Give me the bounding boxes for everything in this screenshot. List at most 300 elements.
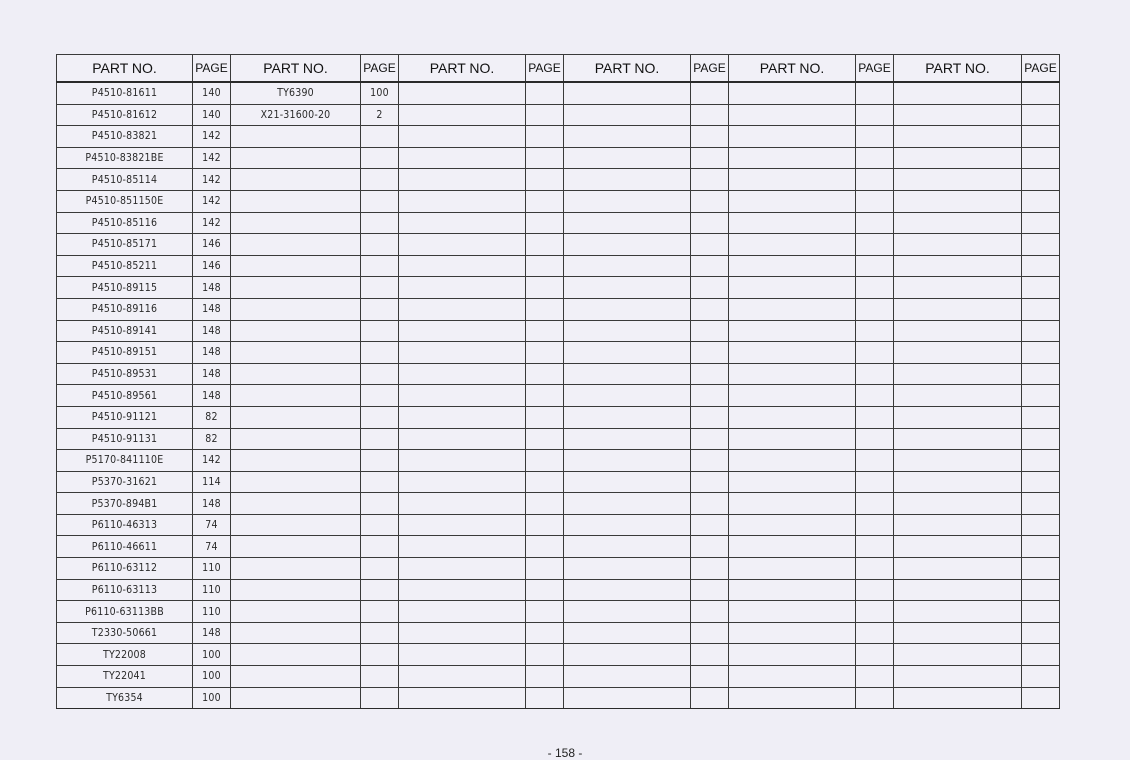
- part-number-cell: [729, 255, 856, 277]
- table-row: [57, 169, 1060, 191]
- page-reference-cell: [526, 514, 564, 536]
- page-header: PAGE: [1022, 55, 1060, 83]
- page-reference-cell: [361, 147, 399, 169]
- table-row: [57, 536, 1060, 558]
- part-number-cell: [729, 320, 856, 342]
- part-number-cell: [894, 406, 1022, 428]
- part-number-cell: [231, 601, 361, 623]
- page-reference-cell: [1022, 169, 1060, 191]
- part-number-cell: P4510-89561: [57, 385, 193, 407]
- part-number-cell: [894, 255, 1022, 277]
- part-number-cell: X21-31600-20: [231, 104, 361, 126]
- page-reference-cell: [526, 471, 564, 493]
- page-reference-cell: [1022, 277, 1060, 299]
- part-number-cell: [399, 277, 526, 299]
- part-number-cell: P4510-89531: [57, 363, 193, 385]
- part-number-cell: [399, 450, 526, 472]
- table-row: [57, 363, 1060, 385]
- page-reference-cell: 100: [193, 666, 231, 688]
- page-reference-cell: [526, 82, 564, 104]
- page-reference-cell: [526, 255, 564, 277]
- page-reference-cell: [361, 406, 399, 428]
- part-number-cell: [564, 147, 691, 169]
- part-number-cell: P5370-894B1: [57, 493, 193, 515]
- page-reference-cell: [526, 363, 564, 385]
- page-reference-cell: 148: [193, 493, 231, 515]
- page-reference-cell: [361, 622, 399, 644]
- part-number-cell: [894, 126, 1022, 148]
- page-reference-cell: [526, 428, 564, 450]
- page-reference-cell: [691, 471, 729, 493]
- page-reference-cell: 146: [193, 234, 231, 256]
- page-reference-cell: [856, 514, 894, 536]
- page-reference-cell: [361, 428, 399, 450]
- part-number-cell: [564, 622, 691, 644]
- part-number-cell: P6110-46611: [57, 536, 193, 558]
- part-number-cell: [894, 687, 1022, 709]
- part-number-cell: P5170-841110E: [57, 450, 193, 472]
- part-number-cell: [399, 666, 526, 688]
- part-number-cell: [231, 622, 361, 644]
- page-reference-cell: [691, 277, 729, 299]
- part-number-cell: [399, 320, 526, 342]
- table-row: [57, 579, 1060, 601]
- part-number-cell: [729, 234, 856, 256]
- page-reference-cell: [1022, 342, 1060, 364]
- table-header-row: [57, 55, 1060, 83]
- page-reference-cell: [691, 82, 729, 104]
- part-number-cell: [894, 82, 1022, 104]
- part-number-cell: [894, 147, 1022, 169]
- part-number-cell: [729, 363, 856, 385]
- page-reference-cell: [1022, 255, 1060, 277]
- page-reference-cell: 140: [193, 104, 231, 126]
- page-reference-cell: [856, 493, 894, 515]
- part-number-cell: [399, 536, 526, 558]
- page-reference-cell: [1022, 579, 1060, 601]
- part-number-cell: T2330-50661: [57, 622, 193, 644]
- part-number-cell: [564, 320, 691, 342]
- page-reference-cell: [361, 126, 399, 148]
- page-reference-cell: [361, 255, 399, 277]
- part-number-cell: P4510-89141: [57, 320, 193, 342]
- part-number-cell: P4510-89115: [57, 277, 193, 299]
- page-number: - 158 -: [547, 746, 583, 760]
- part-number-cell: [231, 558, 361, 580]
- page-reference-cell: [856, 536, 894, 558]
- page-reference-cell: [856, 687, 894, 709]
- page-header: PAGE: [691, 55, 729, 83]
- part-number-cell: [399, 255, 526, 277]
- page-reference-cell: [856, 82, 894, 104]
- page-reference-cell: 110: [193, 601, 231, 623]
- page-reference-cell: [691, 190, 729, 212]
- part-no-header: PART NO.: [564, 55, 691, 83]
- page-reference-cell: [526, 190, 564, 212]
- page-reference-cell: [361, 450, 399, 472]
- page-reference-cell: [361, 666, 399, 688]
- part-number-cell: [894, 169, 1022, 191]
- table-row: [57, 212, 1060, 234]
- table-row: [57, 406, 1060, 428]
- part-number-cell: [729, 428, 856, 450]
- page-reference-cell: [856, 471, 894, 493]
- part-number-cell: [564, 558, 691, 580]
- page-reference-cell: 148: [193, 342, 231, 364]
- part-number-cell: [399, 147, 526, 169]
- table-row: [57, 82, 1060, 104]
- page-reference-cell: [691, 406, 729, 428]
- page-reference-cell: [1022, 450, 1060, 472]
- page-reference-cell: 110: [193, 558, 231, 580]
- part-number-cell: [231, 212, 361, 234]
- page-reference-cell: [526, 342, 564, 364]
- page-reference-cell: [526, 450, 564, 472]
- part-number-cell: P4510-91131: [57, 428, 193, 450]
- page-reference-cell: [691, 126, 729, 148]
- page-reference-cell: [526, 126, 564, 148]
- page-reference-cell: [1022, 82, 1060, 104]
- part-number-cell: [231, 255, 361, 277]
- part-number-cell: [231, 277, 361, 299]
- part-number-cell: [564, 428, 691, 450]
- part-number-cell: [729, 687, 856, 709]
- part-number-cell: [564, 514, 691, 536]
- page-reference-cell: 100: [361, 82, 399, 104]
- part-number-cell: [564, 342, 691, 364]
- page-header: PAGE: [193, 55, 231, 83]
- page-reference-cell: [856, 320, 894, 342]
- page-reference-cell: 100: [193, 644, 231, 666]
- part-number-cell: [399, 471, 526, 493]
- part-number-cell: [564, 536, 691, 558]
- part-number-cell: [729, 190, 856, 212]
- table-row: [57, 147, 1060, 169]
- part-number-cell: P4510-85211: [57, 255, 193, 277]
- part-number-cell: [894, 190, 1022, 212]
- part-number-cell: [564, 82, 691, 104]
- part-number-cell: [564, 385, 691, 407]
- page-reference-cell: [361, 493, 399, 515]
- page-reference-cell: [691, 169, 729, 191]
- part-number-cell: [729, 622, 856, 644]
- page-reference-cell: [856, 406, 894, 428]
- part-number-cell: [231, 687, 361, 709]
- table-row: [57, 234, 1060, 256]
- part-number-cell: [399, 558, 526, 580]
- part-number-cell: [399, 385, 526, 407]
- part-number-cell: [894, 212, 1022, 234]
- page-reference-cell: [856, 558, 894, 580]
- page-reference-cell: 148: [193, 622, 231, 644]
- page-reference-cell: 148: [193, 277, 231, 299]
- part-number-cell: P4510-91121: [57, 406, 193, 428]
- part-number-cell: [729, 169, 856, 191]
- page-reference-cell: [691, 298, 729, 320]
- page-reference-cell: [361, 644, 399, 666]
- part-number-cell: [894, 644, 1022, 666]
- page-reference-cell: [691, 147, 729, 169]
- part-number-cell: [894, 428, 1022, 450]
- page-reference-cell: [361, 169, 399, 191]
- page-reference-cell: [691, 450, 729, 472]
- part-number-cell: [399, 428, 526, 450]
- part-number-cell: [564, 687, 691, 709]
- part-number-cell: [894, 363, 1022, 385]
- part-number-cell: [894, 493, 1022, 515]
- part-number-cell: [894, 536, 1022, 558]
- table-row: [57, 126, 1060, 148]
- part-number-cell: TY22008: [57, 644, 193, 666]
- part-number-cell: [231, 514, 361, 536]
- page-reference-cell: [1022, 493, 1060, 515]
- part-number-cell: P4510-89151: [57, 342, 193, 364]
- part-number-cell: [894, 471, 1022, 493]
- page-reference-cell: [856, 666, 894, 688]
- part-number-cell: [564, 277, 691, 299]
- page-reference-cell: [1022, 558, 1060, 580]
- page-reference-cell: [691, 342, 729, 364]
- page-reference-cell: [691, 644, 729, 666]
- part-number-cell: [231, 342, 361, 364]
- page-reference-cell: [361, 342, 399, 364]
- part-number-cell: [399, 298, 526, 320]
- page-reference-cell: 148: [193, 320, 231, 342]
- part-number-cell: [729, 514, 856, 536]
- page-reference-cell: 148: [193, 298, 231, 320]
- page-reference-cell: [1022, 536, 1060, 558]
- part-number-cell: [231, 147, 361, 169]
- page-reference-cell: [526, 277, 564, 299]
- part-number-cell: [231, 406, 361, 428]
- table-row: [57, 190, 1060, 212]
- part-number-cell: P4510-89116: [57, 298, 193, 320]
- page-reference-cell: [526, 212, 564, 234]
- part-number-cell: [894, 450, 1022, 472]
- part-number-cell: [729, 601, 856, 623]
- page-reference-cell: [1022, 147, 1060, 169]
- part-number-cell: P6110-63113BB: [57, 601, 193, 623]
- part-number-cell: TY22041: [57, 666, 193, 688]
- page-reference-cell: [526, 622, 564, 644]
- part-number-cell: [729, 450, 856, 472]
- part-number-cell: [564, 579, 691, 601]
- page-reference-cell: 140: [193, 82, 231, 104]
- part-number-cell: [729, 493, 856, 515]
- page-reference-cell: 148: [193, 363, 231, 385]
- part-number-cell: [399, 82, 526, 104]
- page-reference-cell: [856, 342, 894, 364]
- part-number-cell: P4510-83821BE: [57, 147, 193, 169]
- page-reference-cell: [526, 579, 564, 601]
- table-row: [57, 622, 1060, 644]
- part-no-header: PART NO.: [231, 55, 361, 83]
- part-number-cell: [729, 82, 856, 104]
- page-reference-cell: 110: [193, 579, 231, 601]
- page-reference-cell: 114: [193, 471, 231, 493]
- part-number-cell: [399, 644, 526, 666]
- part-number-cell: [564, 666, 691, 688]
- part-number-cell: [399, 126, 526, 148]
- page-reference-cell: [856, 255, 894, 277]
- page-reference-cell: [361, 363, 399, 385]
- page-reference-cell: [361, 320, 399, 342]
- page-reference-cell: [526, 666, 564, 688]
- page-reference-cell: [691, 385, 729, 407]
- page-reference-cell: 74: [193, 514, 231, 536]
- part-number-cell: [894, 558, 1022, 580]
- part-no-header: PART NO.: [729, 55, 856, 83]
- part-number-cell: [894, 514, 1022, 536]
- page-reference-cell: 142: [193, 190, 231, 212]
- part-number-cell: [729, 644, 856, 666]
- part-number-cell: P4510-85116: [57, 212, 193, 234]
- part-number-cell: [729, 406, 856, 428]
- page-reference-cell: [1022, 644, 1060, 666]
- page-header: PAGE: [361, 55, 399, 83]
- page-reference-cell: [1022, 406, 1060, 428]
- table-row: [57, 471, 1060, 493]
- part-number-cell: [564, 298, 691, 320]
- page-reference-cell: 148: [193, 385, 231, 407]
- part-number-cell: [399, 579, 526, 601]
- page-reference-cell: [526, 104, 564, 126]
- page-reference-cell: [1022, 687, 1060, 709]
- page-reference-cell: [526, 320, 564, 342]
- page-reference-cell: [1022, 514, 1060, 536]
- page-reference-cell: [1022, 190, 1060, 212]
- part-number-cell: [564, 601, 691, 623]
- page-reference-cell: 2: [361, 104, 399, 126]
- page-reference-cell: [856, 622, 894, 644]
- part-number-cell: [894, 601, 1022, 623]
- page-reference-cell: [856, 277, 894, 299]
- page-reference-cell: [691, 514, 729, 536]
- page-reference-cell: [361, 579, 399, 601]
- part-number-cell: [729, 471, 856, 493]
- page-reference-cell: [1022, 126, 1060, 148]
- page-reference-cell: [856, 450, 894, 472]
- part-number-cell: [564, 471, 691, 493]
- part-number-cell: [231, 298, 361, 320]
- page-reference-cell: 142: [193, 147, 231, 169]
- part-number-cell: [894, 622, 1022, 644]
- part-number-cell: [729, 558, 856, 580]
- page-reference-cell: [526, 601, 564, 623]
- table-row: [57, 450, 1060, 472]
- table-row: [57, 601, 1060, 623]
- page-reference-cell: [361, 514, 399, 536]
- page-reference-cell: [691, 234, 729, 256]
- part-number-cell: [894, 298, 1022, 320]
- page-reference-cell: [526, 536, 564, 558]
- page-reference-cell: [856, 190, 894, 212]
- page-reference-cell: [691, 363, 729, 385]
- page-reference-cell: [856, 234, 894, 256]
- part-number-cell: [231, 320, 361, 342]
- part-number-cell: [564, 450, 691, 472]
- parts-index-table: [56, 54, 1060, 709]
- part-number-cell: P5370-31621: [57, 471, 193, 493]
- part-number-cell: [729, 147, 856, 169]
- part-number-cell: P4510-81611: [57, 82, 193, 104]
- page-reference-cell: [361, 471, 399, 493]
- page-reference-cell: [361, 234, 399, 256]
- part-number-cell: [399, 406, 526, 428]
- page-reference-cell: [691, 104, 729, 126]
- part-number-cell: [564, 644, 691, 666]
- part-number-cell: [564, 169, 691, 191]
- page-reference-cell: [1022, 471, 1060, 493]
- page-reference-cell: [361, 190, 399, 212]
- part-number-cell: [894, 342, 1022, 364]
- page-reference-cell: 142: [193, 126, 231, 148]
- part-number-cell: [894, 579, 1022, 601]
- page-reference-cell: [526, 558, 564, 580]
- page-reference-cell: [1022, 212, 1060, 234]
- page-reference-cell: [691, 255, 729, 277]
- part-number-cell: [231, 385, 361, 407]
- page-reference-cell: [691, 622, 729, 644]
- page-reference-cell: [1022, 601, 1060, 623]
- page-reference-cell: [856, 212, 894, 234]
- part-number-cell: [399, 104, 526, 126]
- page-reference-cell: [526, 406, 564, 428]
- page-reference-cell: [691, 493, 729, 515]
- table-row: [57, 428, 1060, 450]
- page-reference-cell: 146: [193, 255, 231, 277]
- page-reference-cell: [691, 536, 729, 558]
- part-number-cell: [729, 126, 856, 148]
- page-reference-cell: [1022, 385, 1060, 407]
- page-reference-cell: [361, 601, 399, 623]
- page-reference-cell: [856, 385, 894, 407]
- part-number-cell: [564, 234, 691, 256]
- part-number-cell: [231, 234, 361, 256]
- page-reference-cell: [691, 601, 729, 623]
- page-reference-cell: [526, 147, 564, 169]
- part-number-cell: [564, 255, 691, 277]
- part-number-cell: [231, 363, 361, 385]
- part-number-cell: [399, 601, 526, 623]
- page-reference-cell: 142: [193, 169, 231, 191]
- page-reference-cell: [526, 493, 564, 515]
- page-reference-cell: [1022, 622, 1060, 644]
- part-number-cell: [231, 471, 361, 493]
- part-number-cell: [399, 622, 526, 644]
- page-reference-cell: [856, 601, 894, 623]
- part-number-cell: [894, 666, 1022, 688]
- page-reference-cell: [856, 126, 894, 148]
- page-reference-cell: [1022, 298, 1060, 320]
- part-number-cell: [231, 126, 361, 148]
- page-reference-cell: 74: [193, 536, 231, 558]
- part-number-cell: [729, 277, 856, 299]
- part-number-cell: [399, 363, 526, 385]
- page-reference-cell: [1022, 666, 1060, 688]
- page-reference-cell: [526, 385, 564, 407]
- page-reference-cell: [856, 428, 894, 450]
- table-row: [57, 104, 1060, 126]
- page-reference-cell: [856, 363, 894, 385]
- page-reference-cell: [856, 298, 894, 320]
- part-number-cell: [894, 104, 1022, 126]
- page-reference-cell: [1022, 104, 1060, 126]
- part-number-cell: [729, 385, 856, 407]
- part-number-cell: P6110-63112: [57, 558, 193, 580]
- page-reference-cell: [856, 579, 894, 601]
- part-number-cell: [231, 428, 361, 450]
